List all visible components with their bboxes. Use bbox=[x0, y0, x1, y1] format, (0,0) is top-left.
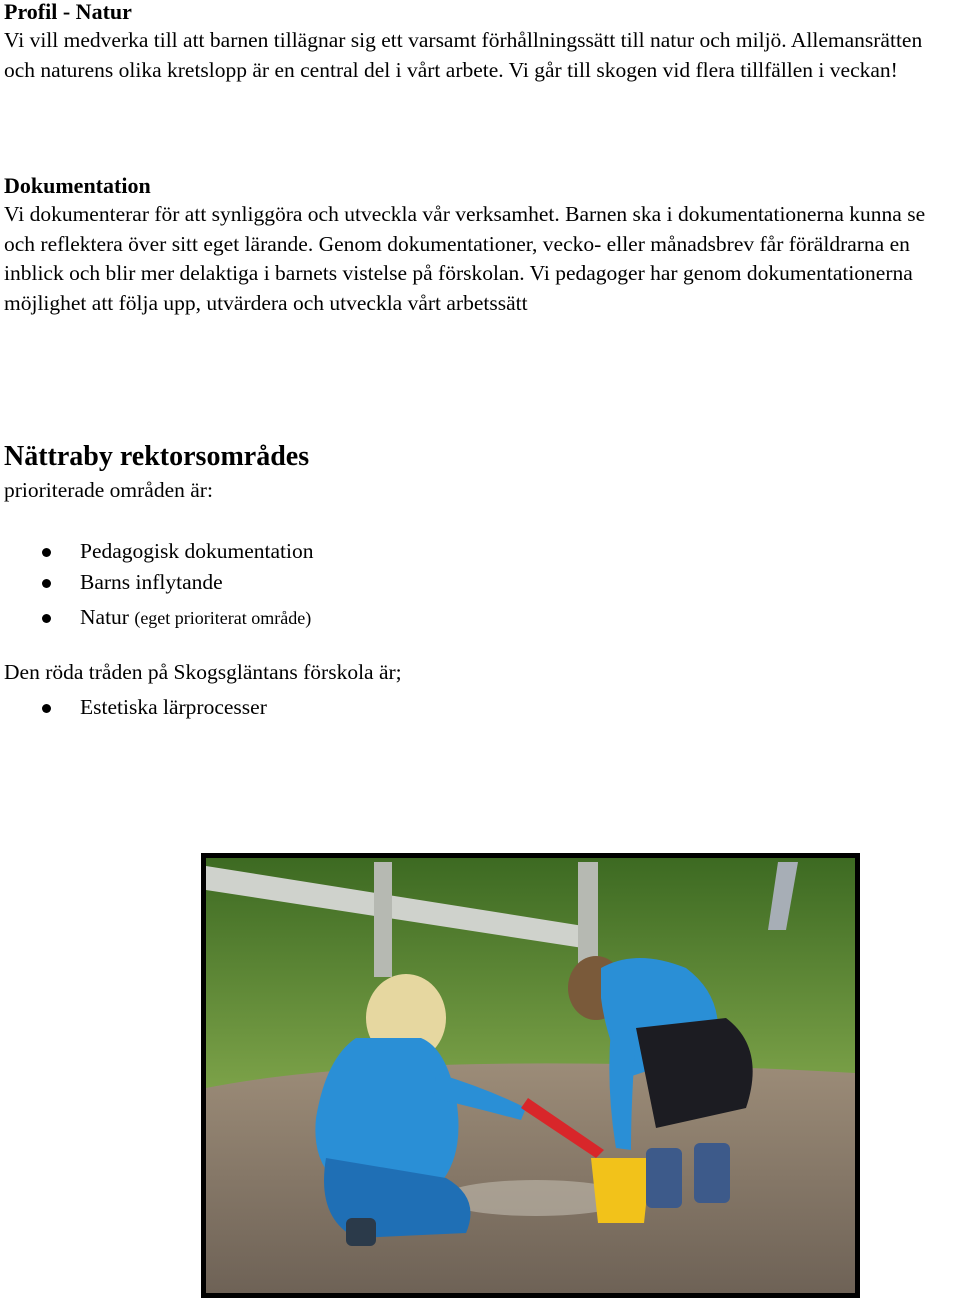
section-body-dokumentation: Vi dokumenterar för att synliggöra och utveckla vår verksamhet. Barnen ska i dokumentationerna kunna se och reflektera över sitt eget lärande. Genom dokumentationer, vecko- eller månadsbrev får föräldrarna en inblick och blir mer delaktiga i barnets vistelse på förskolan. Vi pedagoger har genom dokumentationerna möjlighet att följa upp, utvärdera och utveckla vårt arbetssätt bbox=[4, 202, 926, 315]
photo-children-playing bbox=[201, 853, 860, 1298]
list-item-label: Estetiska lärprocesser bbox=[80, 695, 267, 719]
bucket bbox=[591, 1158, 651, 1223]
priority-list bbox=[4, 536, 314, 633]
bullet-icon bbox=[42, 614, 51, 623]
list-item-note: (eget prioriterat område) bbox=[134, 608, 312, 628]
bullet-icon bbox=[42, 579, 51, 588]
subheading-prioriterade: prioriterade områden är: bbox=[4, 478, 213, 502]
roda-traden-list bbox=[4, 692, 267, 723]
ground bbox=[206, 1063, 855, 1293]
list-item-label: Natur bbox=[80, 605, 129, 629]
heading-nattraby: Nättraby rektorsområdes bbox=[4, 441, 310, 472]
section-title-profil: Profil - Natur bbox=[4, 0, 132, 24]
bullet-icon bbox=[42, 548, 51, 557]
list-item-label: Pedagogisk dokumentation bbox=[80, 539, 314, 563]
list-item bbox=[4, 692, 267, 723]
photo-illustration bbox=[206, 858, 855, 1293]
list-item bbox=[4, 567, 314, 598]
fence-post bbox=[374, 862, 392, 977]
list-item bbox=[4, 536, 314, 567]
list-item-label: Barns inflytande bbox=[80, 570, 223, 594]
section-body-profil: Vi vill medverka till att barnen tillägnar sig ett varsamt förhållningssätt till natur och miljö. Allemansrätten och naturens olika kretslopp är en central del i vårt arbete. Vi går till skogen vid flera tillfällen i veckan! bbox=[4, 28, 923, 82]
bullet-icon bbox=[42, 704, 51, 713]
roda-traden-intro: Den röda tråden på Skogsgläntans förskola är; bbox=[4, 660, 402, 684]
list-item bbox=[4, 602, 314, 633]
section-title-dokumentation: Dokumentation bbox=[4, 173, 151, 198]
